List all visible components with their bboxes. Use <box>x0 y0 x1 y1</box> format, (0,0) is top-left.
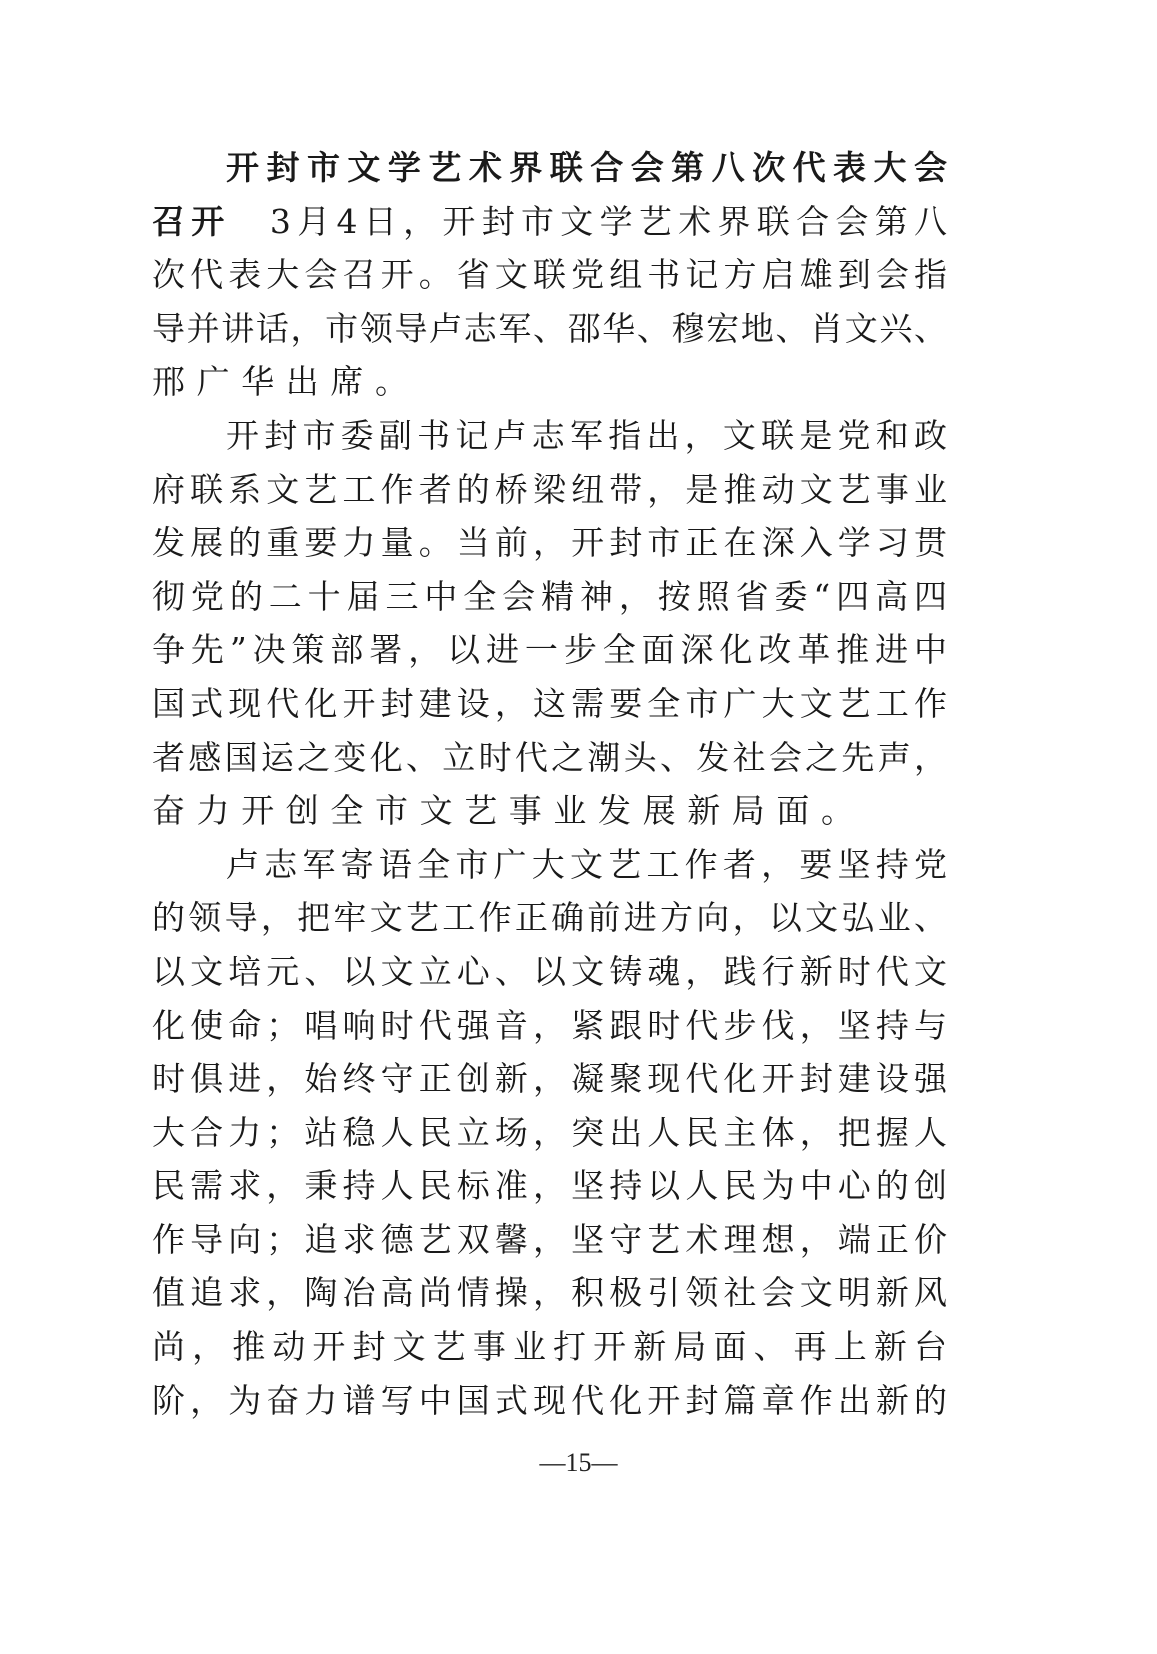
article-line-2 <box>152 195 947 249</box>
article-line-text: 3月4日，开封市文学艺术界联合会第八 <box>230 201 948 241</box>
article-body <box>152 141 947 1427</box>
paragraph-3-line-10 <box>152 1320 947 1374</box>
paragraph-2-line-1 <box>152 409 947 463</box>
article-line-text: 以文培元、以文立心、以文铸魂，践行新时代文 <box>152 951 947 991</box>
paragraph-3-line-8 <box>152 1213 947 1267</box>
article-line-text: 争先”决策部署，以进一步全面深化改革推进中 <box>152 630 947 670</box>
paragraph-2-line-4 <box>152 570 947 624</box>
article-line-text: 卢志军寄语全市广大文艺工作者，要坚持党 <box>226 844 947 884</box>
article-line-text: 邢广华出席。 <box>152 362 420 402</box>
article-line-text: 开封市委副书记卢志军指出，文联是党和政 <box>226 415 947 455</box>
article-line-3 <box>152 248 947 302</box>
article-headline-line-1 <box>152 141 947 195</box>
article-line-text: 发展的重要力量。当前，开封市正在深入学习贯 <box>152 523 947 563</box>
article-line-text: 国式现代化开封建设，这需要全市广大文艺工作 <box>152 683 947 723</box>
paragraph-3-line-9 <box>152 1266 947 1320</box>
article-line-4 <box>152 302 947 356</box>
article-line-text: 时俱进，始终守正创新，凝聚现代化开封建设强 <box>152 1059 947 1099</box>
paragraph-2-line-5 <box>152 623 947 677</box>
paragraph-2-line-8 <box>152 784 947 838</box>
article-line-text: 尚，推动开封文艺事业打开新局面、再上新台 <box>152 1327 947 1367</box>
article-line-text: 者感国运之变化、立时代之潮头、发社会之先声， <box>152 737 947 777</box>
article-headline-part-1: 开封市文学艺术界联合会第八次代表大会 <box>226 148 947 187</box>
paragraph-2-line-3 <box>152 516 947 570</box>
paragraph-3-line-3 <box>152 945 947 999</box>
paragraph-2-line-7 <box>152 731 947 785</box>
article-line-text: 彻党的二十届三中全会精神，按照省委“四高四 <box>152 576 947 616</box>
article-line-text: 作导向；追求德艺双馨，坚守艺术理想，端正价 <box>152 1219 947 1259</box>
paragraph-3-line-2 <box>152 891 947 945</box>
article-line-text: 奋力开创全市文艺事业发展新局面。 <box>152 791 866 831</box>
page-number: —15— <box>539 1448 618 1477</box>
paragraph-3-line-4 <box>152 999 947 1053</box>
article-headline-part-2: 召开 <box>152 201 231 241</box>
paragraph-3-line-6 <box>152 1106 947 1160</box>
article-line-text: 大合力；站稳人民立场，突出人民主体，把握人 <box>152 1112 947 1152</box>
article-line-text: 次代表大会召开。省文联党组书记方启雄到会指 <box>152 255 947 295</box>
paragraph-3-line-1 <box>152 838 947 892</box>
article-line-5 <box>152 355 947 409</box>
article-line-text: 值追求，陶冶高尚情操，积极引领社会文明新风 <box>152 1273 947 1313</box>
article-line-text: 民需求，秉持人民标准，坚持以人民为中心的创 <box>152 1166 947 1206</box>
paragraph-3-line-7 <box>152 1159 947 1213</box>
article-line-text: 导并讲话，市领导卢志军、邵华、穆宏地、肖文兴、 <box>152 308 947 348</box>
paragraph-3-line-5 <box>152 1052 947 1106</box>
article-line-text: 府联系文艺工作者的桥梁纽带，是推动文艺事业 <box>152 469 947 509</box>
article-line-text: 阶，为奋力谱写中国式现代化开封篇章作出新的 <box>152 1380 947 1420</box>
paragraph-2-line-6 <box>152 677 947 731</box>
article-line-text: 化使命；唱响时代强音，紧跟时代步伐，坚持与 <box>152 1005 947 1045</box>
paragraph-3-line-11 <box>152 1374 947 1428</box>
paragraph-2-line-2 <box>152 463 947 517</box>
article-line-text: 的领导，把牢文艺工作正确前进方向，以文弘业、 <box>152 898 947 938</box>
